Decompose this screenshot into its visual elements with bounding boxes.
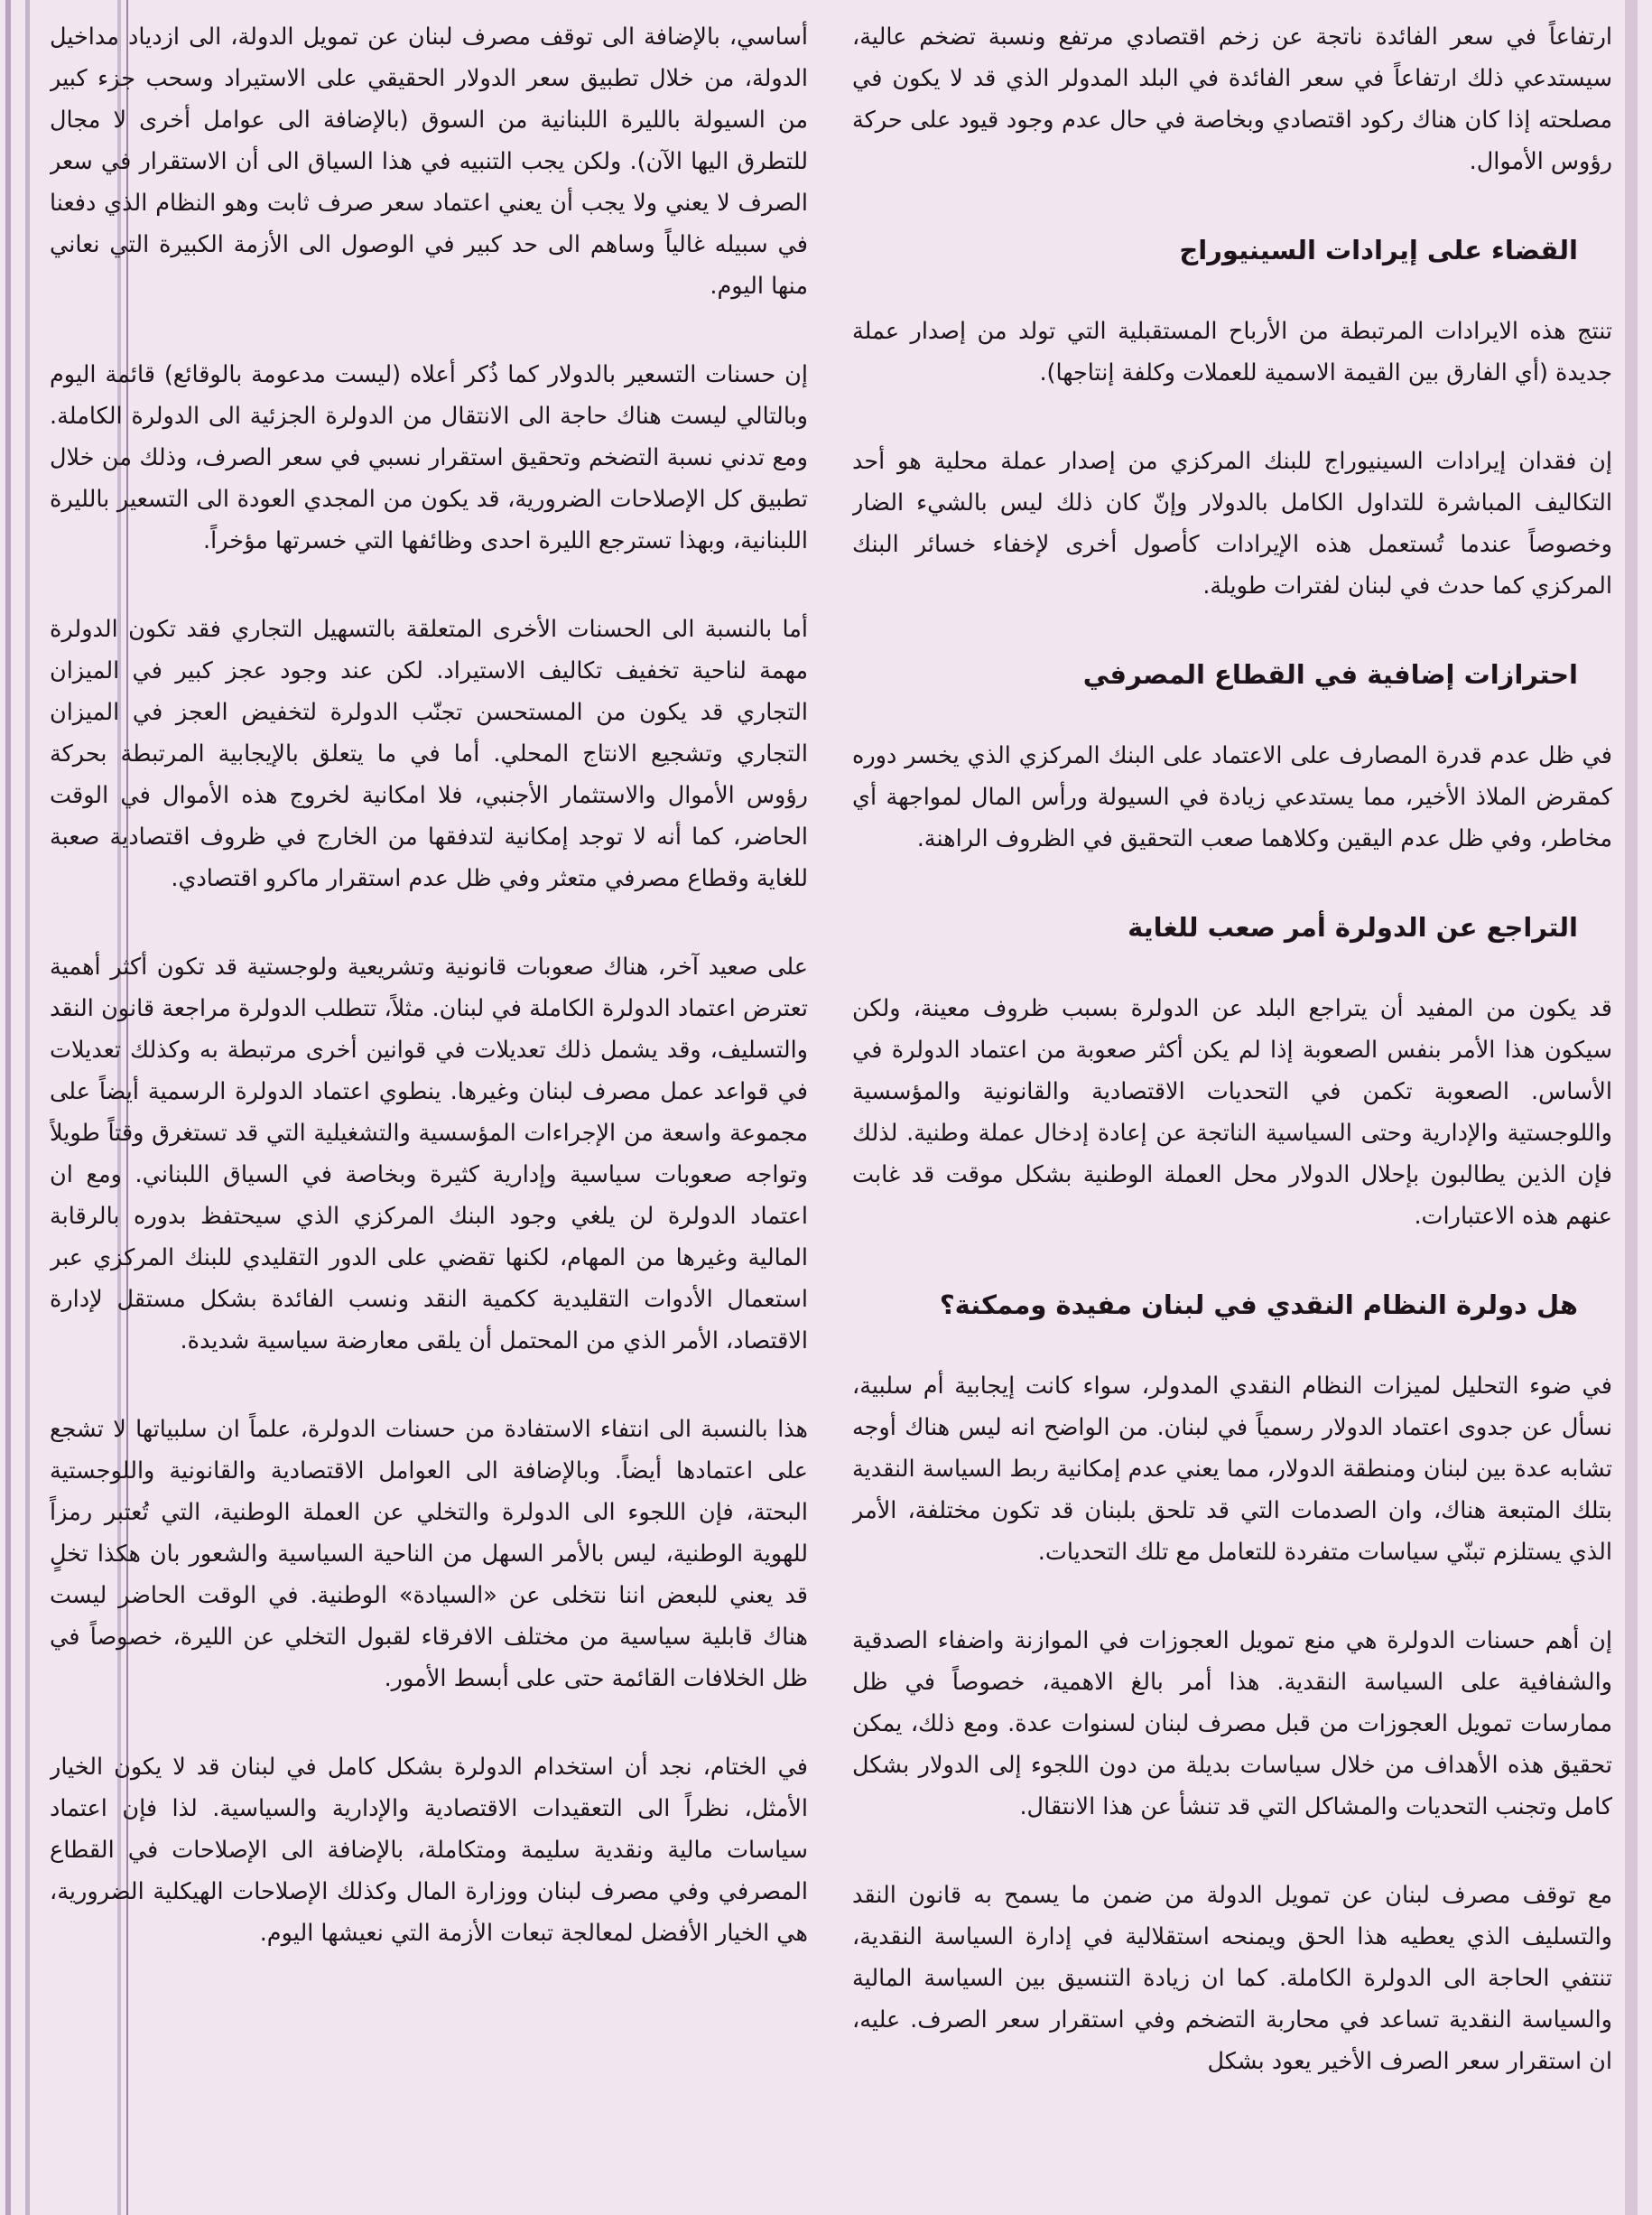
scan-stripe <box>5 0 11 2215</box>
section-heading: احترازات إضافية في القطاع المصرفي <box>1082 659 1578 690</box>
paragraph: ارتفاعاً في سعر الفائدة ناتجة عن زخم اقتصادي مرتفع ونسبة تضخم عالية، سيستدعي ذلك ارتفاعاً في سعر الفائدة في البلد المدولر الذي قد لا يكون في مصلحته إذا كان هناك ركود اقتصادي وبخاصة في حال عدم وجود قيود على حركة رؤوس الأموال. <box>852 23 1612 175</box>
paragraph: أساسي، بالإضافة الى توقف مصرف لبنان عن تمويل الدولة، الى ازدياد مداخيل الدولة، من خلال تطبيق سعر الدولار الحقيقي على الاستيراد وسحب جزء كبير من السيولة بالليرة اللبنانية من السوق (بالإضافة الى عوامل أخرى لا مجال للتطرق اليها الآن). ولكن يجب التنبيه في هذا السياق الى أن الاستقرار في سعر الصرف لا يعني ولا يجب أن يعني اعتماد سعر صرف ثابت وهو النظام الذي دفعنا في سبيله غالياً وساهم الى حد كبير في الوصول الى الأزمة الكبيرة التي نعاني منها اليوم. <box>50 23 808 300</box>
paragraph: على صعيد آخر، هناك صعوبات قانونية وتشريعية ولوجستية قد تكون أكثر أهمية تعترض اعتماد الدولرة الكاملة في لبنان. مثلاً، تتطلب الدولرة مراجعة قانون النقد والتسليف، وقد يشمل ذلك تعديلات في قوانين أخرى مرتبطة به وكذلك تعديلات في قواعد عمل مصرف لبنان وغيرها. ينطوي اعتماد الدولرة الرسمية أيضاً على مجموعة واسعة من الإجراءات المؤسسية والتشغيلية التي قد تستغرق وقتاً طويلاً وتواجه صعوبات سياسية وإدارية كثيرة وبخاصة في السياق اللبناني. ومع ان اعتماد الدولرة لن يلغي وجود البنك المركزي الذي سيحتفظ بدوره بالرقابة المالية وغيرها من المهام، لكنها تقضي على الدور التقليدي للبنك المركزي عبر استعمال الأدوات التقليدية ككمية النقد ونسب الفائدة بشكل مستقل لإدارة الاقتصاد، الأمر الذي من المحتمل أن يلقى معارضة سياسية شديدة. <box>50 954 808 1354</box>
paragraph: في ضوء التحليل لميزات النظام النقدي المدولر، سواء كانت إيجابية أم سلبية، نسأل عن جدوى اعتماد الدولار رسمياً في لبنان. من الواضح انه ليس هناك أوجه تشابه عدة بين لبنان ومنطقة الدولار، مما يعني عدم إمكانية ربط السياسة النقدية بتلك المتبعة هناك، وان الصدمات التي قد تلحق بلبنان قد تكون مختلفة، الأمر الذي يستلزم تبنّي سياسات متفردة للتعامل مع تلك التحديات. <box>852 1373 1612 1566</box>
paragraph: أما بالنسبة الى الحسنات الأخرى المتعلقة بالتسهيل التجاري فقد تكون الدولرة مهمة لناحية تخفيف تكاليف الاستيراد. لكن عند وجود عجز كبير في الميزان التجاري قد يكون من المستحسن تجنّب الدولرة لتخفيض العجز في الميزان التجاري وتشجيع الانتاج المحلي. أما في ما يتعلق بالإيجابية المرتبطة بحركة رؤوس الأموال والاستثمار الأجنبي، فلا امكانية لخروج هذه الأموال في الوقت الحاضر، كما أنه لا توجد إمكانية لتدفقها من الخارج في ظروف اقتصادية صعبة للغاية وقطاع مصرفي متعثر وفي ظل عدم استقرار ماكرو اقتصادي. <box>50 616 808 892</box>
left-column <box>50 16 808 2201</box>
paragraph: إن أهم حسنات الدولرة هي منع تمويل العجوزات في الموازنة واضفاء الصدقية والشفافية على السياسة النقدية. هذا أمر بالغ الاهمية، خصوصاً في ظل ممارسات تمويل العجوزات من قبل مصرف لبنان لسنوات عدة. ومع ذلك، يمكن تحقيق هذه الأهداف من خلال سياسات بديلة من دون اللجوء إلى الدولار بشكل كامل وتجنب التحديات والمشاكل التي قد تنشأ عن هذا الانتقال. <box>852 1627 1612 1820</box>
paragraph: قد يكون من المفيد أن يتراجع البلد عن الدولرة بسبب ظروف معينة، ولكن سيكون هذا الأمر بنفس الصعوبة إذا لم يكن أكثر صعوبة من اعتماد الدولرة في الأساس. الصعوبة تكمن في التحديات الاقتصادية والقانونية والمؤسسية واللوجستية والإدارية وحتى السياسية الناتجة عن إعادة إدخال عملة وطنية. لذلك فإن الذين يطالبون بإحلال الدولار محل العملة الوطنية بشكل موقت قد غابت عنهم هذه الاعتبارات. <box>852 995 1612 1230</box>
section-heading: التراجع عن الدولرة أمر صعب للغاية <box>1128 912 1578 943</box>
paragraph: مع توقف مصرف لبنان عن تمويل الدولة من ضمن ما يسمح به قانون النقد والتسليف الذي يعطيه هذا الحق ويمنحه استقلالية في إدارة السياسة النقدية، تنتفي الحاجة الى الدولرة الكاملة. كما ان زيادة التنسيق بين السياسة المالية والسياسة النقدية تساعد في محاربة التضخم وفي استقرار سعر الصرف. عليه، ان استقرار سعر الصرف الأخير يعود بشكل <box>852 1882 1612 2075</box>
section-heading: هل دولرة النظام النقدي في لبنان مفيدة وممكنة؟ <box>939 1289 1578 1320</box>
right-column <box>852 16 1612 2201</box>
paragraph: إن فقدان إيرادات السينيوراج للبنك المركزي من إصدار عملة محلية هو أحد التكاليف المباشرة للتداول الكامل بالدولار وإنّ كان ذلك ليس بالشيء الضار وخصوصاً عندما تُستعمل هذه الإيرادات كأصول أخرى لإخفاء خسائر البنك المركزي كما حدث في لبنان لفترات طويلة. <box>852 448 1612 600</box>
paragraph: تنتج هذه الايرادات المرتبطة من الأرباح المستقبلية التي تولد من إصدار عملة جديدة (أي الفارق بين القيمة الاسمية للعملات وكلفة إنتاجها). <box>852 318 1612 386</box>
section-heading: القضاء على إيرادات السينيوراج <box>1179 235 1578 265</box>
paragraph: في ظل عدم قدرة المصارف على الاعتماد على البنك المركزي الذي يخسر دوره كمقرض الملاذ الأخير، مما يستدعي زيادة في السيولة ورأس المال لمواجهة أي مخاطر، وفي ظل عدم اليقين وكلاهما صعب التحقيق في الظروف الراهنة. <box>852 742 1612 852</box>
scan-stripe <box>1625 0 1638 2215</box>
scan-stripe <box>25 0 30 2215</box>
paragraph: في الختام، نجد أن استخدام الدولرة بشكل كامل في لبنان قد لا يكون الخيار الأمثل، نظراً الى التعقيدات الاقتصادية والإدارية والسياسية. لذا فإن اعتماد سياسات مالية ونقدية سليمة ومتكاملة، بالإضافة الى الإصلاحات في القطاع المصرفي وفي مصرف لبنان ووزارة المال وكذلك الإصلاحات الهيكلية الضرورية، هي الخيار الأفضل لمعالجة تبعات الأزمة التي نعيشها اليوم. <box>50 1754 808 1947</box>
paragraph: إن حسنات التسعير بالدولار كما ذُكر أعلاه (ليست مدعومة بالوقائع) قائمة اليوم وبالتالي ليست هناك حاجة الى الانتقال من الدولرة الجزئية الى الدولرة الكاملة. ومع تدني نسبة التضخم وتحقيق استقرار نسبي في سعر الصرف، وذلك من خلال تطبيق كل الإصلاحات الضرورية، قد يكون من المجدي العودة الى التسعير بالليرة اللبنانية، وبهذا تسترجع الليرة احدى وظائفها التي خسرتها مؤخراً. <box>50 361 808 554</box>
paragraph: هذا بالنسبة الى انتفاء الاستفادة من حسنات الدولرة، علماً ان سلبياتها لا تشجع على اعتمادها أيضاً. وبالإضافة الى العوامل الاقتصادية والقانونية واللوجستية البحتة، فإن اللجوء الى الدولرة والتخلي عن العملة الوطنية، التي تُعتبر رمزاً للهوية الوطنية، ليس بالأمر السهل من الناحية السياسية والشعور بان هكذا تخلٍ قد يعني للبعض اننا نتخلى عن «السيادة» الوطنية. في الوقت الحاضر ليست هناك قابلية سياسية من مختلف الافرقاء لقبول التخلي عن الليرة، خصوصاً في ظل الخلافات القائمة حتى على أبسط الأمور. <box>50 1416 808 1692</box>
